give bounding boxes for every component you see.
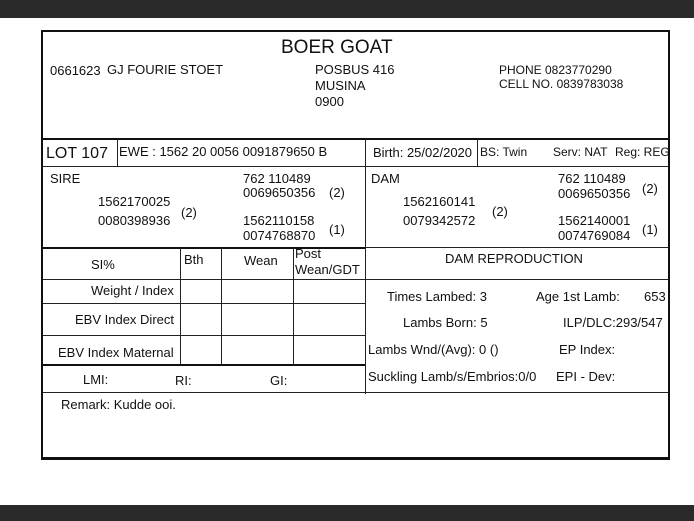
registration: Reg: REG: [615, 145, 670, 159]
address-line-2: MUSINA: [315, 78, 366, 93]
bottom-bar: [0, 505, 694, 521]
top-bar: [0, 0, 694, 18]
ep-index: EP Index:: [559, 342, 616, 357]
sire-id-1: 1562170025: [98, 194, 171, 209]
col-wean: Wean: [244, 253, 278, 268]
divider: [43, 392, 668, 393]
dam-id-1: 1562160141: [403, 194, 476, 209]
dam-sire-id-1: 762 110489: [558, 171, 626, 186]
divider: [117, 139, 118, 166]
lot-number: LOT 107: [46, 145, 108, 162]
dam-dam-count: (1): [642, 222, 658, 237]
gi-label: GI:: [270, 373, 288, 388]
dam-sire-count: (2): [642, 181, 658, 196]
sire-sire-count: (2): [329, 185, 345, 200]
sire-sire-id-2: 0069650356: [243, 185, 316, 200]
sire-id-2: 0080398936: [98, 213, 171, 228]
dam-reproduction-title: DAM REPRODUCTION: [445, 251, 583, 266]
address-line-3: 0900: [315, 94, 344, 109]
birth-date: Birth: 25/02/2020: [373, 145, 473, 160]
card-title: BOER GOAT: [281, 37, 393, 58]
divider: [365, 247, 668, 248]
divider: [43, 166, 668, 167]
dam-dam-id-1: 1562140001: [558, 213, 631, 228]
epi-dev: EPI - Dev:: [556, 369, 616, 384]
divider: [180, 248, 181, 364]
breeder-name: GJ FOURIE STOET: [107, 62, 224, 77]
dam-id-2: 0079342572: [403, 213, 476, 228]
dam-dam-id-2: 0074769084: [558, 228, 631, 243]
divider: [293, 248, 294, 364]
sire-dam-id-2: 0074768870: [243, 228, 316, 243]
divider: [365, 279, 668, 280]
divider: [43, 138, 668, 140]
divider: [477, 139, 478, 166]
sire-dam-id-1: 1562110158: [243, 213, 315, 228]
age-first-lamb-value: 653: [644, 289, 666, 304]
row-ebv-maternal: EBV Index Maternal: [58, 345, 174, 360]
divider: [221, 248, 222, 364]
dam-count: (2): [492, 204, 508, 219]
sire-label: SIRE: [50, 171, 81, 186]
divider: [43, 364, 365, 366]
col-wean-gdt: Wean/GDT: [295, 262, 360, 277]
ri-label: RI:: [175, 373, 192, 388]
remark: Remark: Kudde ooi.: [61, 397, 176, 412]
lambs-weaned: Lambs Wnd/(Avg): 0 (): [368, 342, 499, 357]
divider: [43, 279, 365, 280]
service-type: Serv: NAT: [553, 145, 608, 159]
divider: [365, 166, 366, 394]
col-bth: Bth: [184, 252, 204, 267]
row-ebv-direct: EBV Index Direct: [75, 312, 174, 327]
si-header: SI%: [91, 257, 115, 272]
sire-count: (2): [181, 205, 197, 220]
cell-number: CELL NO. 0839783038: [499, 77, 624, 91]
address-line-1: POSBUS 416: [315, 62, 395, 77]
row-weight-index: Weight / Index: [91, 283, 174, 298]
ewe-id: EWE : 1562 20 0056 0091879650 B: [119, 144, 328, 159]
lmi-label: LMI:: [83, 372, 109, 387]
dam-sire-id-2: 0069650356: [558, 186, 631, 201]
lot-card: [41, 30, 670, 460]
suckling-lambs: Suckling Lamb/s/Embrios:0/0: [368, 369, 537, 384]
sire-dam-count: (1): [329, 222, 345, 237]
age-first-lamb: Age 1st Lamb:: [536, 289, 620, 304]
divider: [43, 335, 365, 336]
times-lambed: Times Lambed: 3: [387, 289, 487, 304]
col-post: Post: [295, 246, 322, 261]
lambs-born: Lambs Born: 5: [403, 315, 488, 330]
ilp-dlc: ILP/DLC:293/547: [563, 315, 663, 330]
birth-status: BS: Twin: [480, 145, 528, 159]
divider: [43, 303, 365, 304]
sire-sire-id-1: 762 110489: [243, 171, 311, 186]
phone-number: PHONE 0823770290: [499, 63, 612, 77]
breeder-code: 0661623: [50, 63, 101, 78]
dam-label: DAM: [371, 171, 400, 186]
divider: [365, 139, 366, 166]
